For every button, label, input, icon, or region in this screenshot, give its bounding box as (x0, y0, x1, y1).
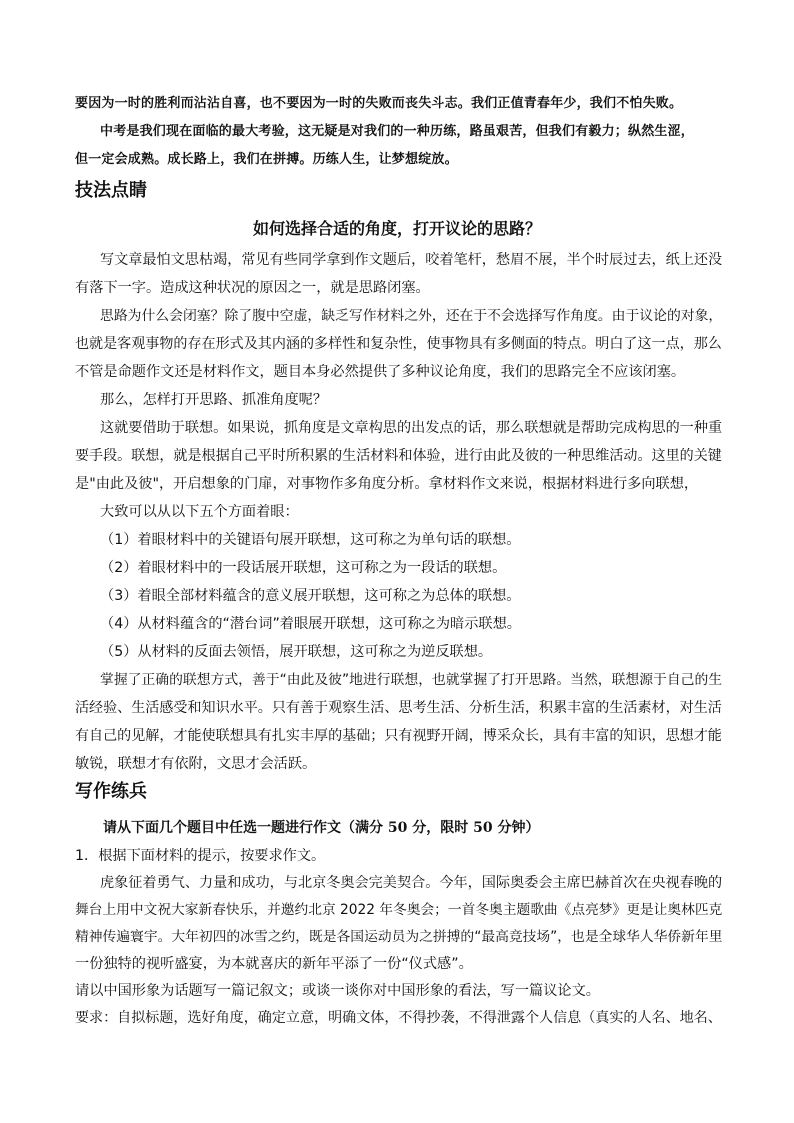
paragraph-line: 也就是客观事物的存在形式及其内涵的多样性和复杂性，使事物具有多侧面的特点。明白了这一点，那么 (75, 336, 722, 352)
question-line: 精神传遍寰宇。大年初四的冰雪之约，既是各国运动员为之拼搏的“最高竞技场”，也是全球华人华侨新年里 (75, 929, 723, 945)
paragraph-line: 大致可以从以下五个方面着眼： (100, 504, 299, 520)
list-item: （5）从材料的反面去领悟，展开联想，这可称之为逆反联想。 (100, 644, 493, 660)
question-line: 一份独特的视听盛宴，为本就喜庆的新年平添了一份“仪式感”。 (75, 956, 473, 972)
paragraph-line: 那么，怎样打开思路、抓准角度呢？ (100, 392, 328, 408)
question-line: 1．根据下面材料的提示，按要求作文。 (75, 848, 326, 864)
section-heading-technique: 技法点睛 (75, 180, 147, 201)
section-heading-practice: 写作练兵 (75, 781, 147, 802)
paragraph-line: 活经验、生活感受和知识水平。只有善于观察生活、思考生活、分析生活，积累丰富的生活素材，对生活 (75, 700, 722, 716)
paragraph-line: 要手段。联想，就是根据自己平时所积累的生活材料和体验，进行由此及彼的一种思维活动。这里的关键 (75, 448, 722, 464)
list-item: （3）着眼全部材料蕴含的意义展开联想，这可称之为总体的联想。 (100, 588, 521, 604)
list-item: （1）着眼材料中的关键语句展开联想，这可称之为单句话的联想。 (100, 532, 521, 548)
essay-line: 要因为一时的胜利而沾沾自喜，也不要因为一时的失败而丧失斗志。我们正值青春年少，我们不怕失败。 (75, 96, 683, 111)
paragraph-line: 写文章最怕文思枯竭，常见有些同学拿到作文题后，咬着笔杆，愁眉不展，半个时辰过去，纸上还没 (100, 252, 723, 268)
list-item: （4）从材料蕴含的“潜台词”着眼展开联想，这可称之为暗示联想。 (100, 616, 521, 632)
practice-instruction: 请从下面几个题目中任选一题进行作文（满分 50 分，限时 50 分钟） (103, 820, 540, 836)
paragraph-line: 不管是命题作文还是材料作文，题目本身必然提供了多种议论角度，我们的思路完全不应该闭塞。 (75, 364, 686, 380)
paragraph-line: 这就要借助于联想。如果说，抓角度是文章构思的出发点的话，那么联想就是帮助完成构思的一种重 (100, 420, 723, 436)
list-item: （2）着眼材料中的一段话展开联想，这可称之为一段话的联想。 (100, 560, 507, 576)
question-line: 虎象征着勇气、力量和成功，与北京冬奥会完美契合。今年，国际奥委会主席巴赫首次在央视春晚的 (100, 875, 723, 891)
paragraph-line: 掌握了正确的联想方式，善于“由此及彼”地进行联想，也就掌握了打开思路。当然，联想源于自己的生 (100, 672, 723, 688)
paragraph-line: 有自己的见解，才能使联想具有扎实丰厚的基础；只有视野开阔，博采众长，具有丰富的知识，思想才能 (75, 728, 722, 744)
question-line: 请以中国形象为话题写一篇记叙文；或谈一谈你对中国形象的看法，写一篇议论文。 (75, 983, 600, 999)
essay-line: 中考是我们现在面临的最大考验，这无疑是对我们的一种历练，路虽艰苦，但我们有毅力；纵然生涩， (100, 124, 695, 139)
paragraph-line: 思路为什么会闭塞？除了腹中空虚，缺乏写作材料之外，还在于不会选择写作角度。由于议论的对象， (100, 308, 723, 324)
question-line: 舞台上用中文祝大家新春快乐，并邀约北京 2022 年冬奥会；一首冬奥主题歌曲《点亮梦》更是让奥林匹克 (75, 902, 723, 918)
paragraph-line: 敏锐，联想才有依附，文思才会活跃。 (75, 756, 317, 772)
paragraph-line: 有落下一字。造成这种状况的原因之一，就是思路闭塞。 (75, 280, 430, 296)
paragraph-line: 是"由此及彼"，开启想象的门扉，对事物作多角度分析。拿材料作文来说，根据材料进行多向联想， (75, 476, 699, 492)
article-title: 如何选择合适的角度，打开议论的思路？ (252, 219, 541, 238)
question-line: 要求：自拟标题，选好角度，确定立意，明确文体，不得抄袭，不得泄露个人信息（真实的人名、地名、 (75, 1010, 722, 1026)
essay-line: 但一定会成熟。成长路上，我们在拼搏。历练人生，让梦想绽放。 (75, 152, 458, 167)
